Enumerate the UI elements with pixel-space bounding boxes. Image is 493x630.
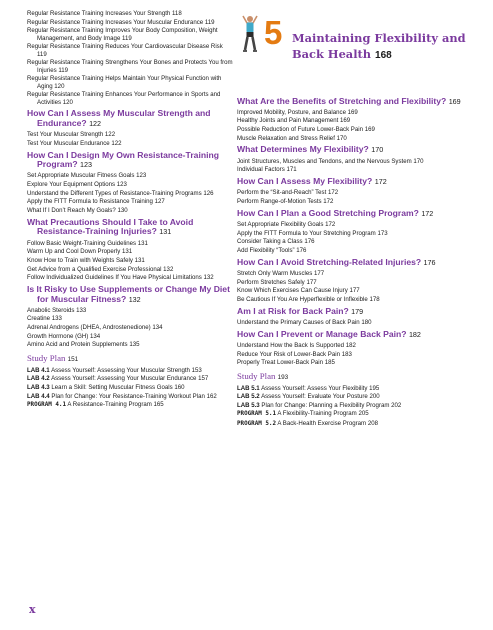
toc-entry-title: Stretch Only Warm Muscles [237, 269, 313, 277]
toc-entry-title: Assess Yourself: Assess Your Flexibility [261, 384, 368, 392]
page-folio: x [29, 603, 36, 616]
toc-entry-title: Assess Yourself: Assessing Your Muscular Endurance [51, 375, 197, 383]
toc-program-entry[interactable] [27, 401, 233, 409]
toc-entry-title: Apply the FITT Formula to Resistance Training [27, 198, 153, 206]
toc-entry-title: Plan for Change: Planning a Flexibility Program [261, 401, 390, 409]
toc-entry-title: Improved Mobility, Posture, and Balance [237, 108, 346, 116]
toc-page-number: 171 [286, 166, 297, 174]
toc-page-number: 183 [341, 350, 352, 358]
toc-lab-entry[interactable] [27, 384, 233, 391]
toc-section-heading[interactable] [237, 97, 469, 107]
toc-entry-title: Understand the Primary Causes of Back Pain [237, 318, 360, 326]
toc-entry[interactable] [27, 274, 233, 281]
toc-page-number: 131 [159, 227, 172, 237]
toc-entry-code: LAB 5.2 [237, 393, 260, 401]
toc-page-number: 169 [340, 117, 351, 125]
toc-entry[interactable] [237, 166, 469, 173]
toc-page-number: 182 [408, 329, 421, 339]
toc-entry-title: A Resistance-Training Program [67, 401, 152, 409]
toc-entry[interactable] [237, 117, 469, 124]
toc-entry-title: Assess Yourself: Evaluate Your Posture [261, 393, 368, 401]
toc-entry-title: What Precautions Should I Take to Avoid Resistance-Training Injuries? [27, 216, 194, 237]
toc-page-number: 126 [203, 189, 214, 197]
toc-entry[interactable] [27, 91, 233, 106]
toc-entry-title: What Determines My Flexibility? [237, 144, 369, 155]
chapter-page: 168 [375, 50, 392, 61]
toc-page-number: 170 [413, 157, 424, 165]
toc-entry-code: LAB 4.2 [27, 375, 50, 383]
toc-entry-code: PROGRAM 5.1 [237, 411, 277, 418]
toc-entry-title: A Flexibility-Training Program [277, 410, 357, 418]
toc-entry-code: LAB 5.3 [237, 401, 260, 409]
toc-entry[interactable] [237, 279, 469, 286]
toc-page-number: 205 [358, 410, 369, 418]
toc-entry[interactable] [27, 257, 233, 264]
toc-section-heading[interactable] [237, 307, 469, 317]
toc-page-number: 177 [349, 287, 360, 295]
toc-page-number: 176 [423, 257, 436, 267]
toc-page-number: 122 [111, 139, 122, 147]
toc-page-number: 169 [448, 96, 461, 106]
toc-entry-title: Amino Acid and Protein Supplements [27, 341, 128, 349]
toc-entry-title: Am I at Risk for Back Pain? [237, 305, 349, 316]
toc-entry-title: How Can I Assess My Flexibility? [237, 176, 373, 187]
toc-page-number: 123 [116, 181, 127, 189]
toc-entry-title: Consider Taking a Class [237, 238, 303, 246]
toc-entry[interactable] [27, 172, 233, 179]
toc-page-number: 202 [391, 401, 402, 409]
toc-page-number: 135 [129, 341, 140, 349]
toc-entry-title: Reduce Your Risk of Lower-Back Pain [237, 350, 340, 358]
toc-entry[interactable] [237, 270, 469, 277]
toc-page-number: 170 [371, 145, 384, 155]
toc-section-heading[interactable] [237, 177, 469, 187]
toc-page-number: 132 [203, 274, 214, 282]
toc-entry-title: Test Your Muscular Strength [27, 131, 104, 139]
toc-page-number: 160 [174, 384, 185, 392]
toc-entry-title: Apply the FITT Formula to Your Stretching Program [237, 229, 376, 237]
toc-page-number: 122 [104, 131, 116, 139]
toc-entry[interactable] [237, 238, 469, 245]
toc-entry[interactable] [27, 27, 233, 42]
toc-entry-title: Follow Basic Weight-Training Guidelines [27, 239, 137, 247]
toc-entry[interactable] [27, 19, 233, 26]
toc-entry[interactable] [27, 240, 233, 247]
toc-entry[interactable] [237, 287, 469, 294]
toc-entry-title: Adrenal Androgens (DHEA, Androstenedione) [27, 324, 151, 332]
toc-entry-title: Healthy Joints and Pain Management [237, 117, 339, 125]
toc-entry-title: Regular Resistance Training Improves Your Body Composition, Weight Management, and Body Image [27, 27, 218, 42]
toc-section-heading[interactable] [237, 209, 469, 219]
toc-program-entry[interactable] [237, 410, 469, 418]
toc-section-heading[interactable] [237, 145, 469, 155]
toc-lab-entry[interactable] [27, 375, 233, 382]
toc-page-number: 132 [163, 265, 174, 273]
toc-lab-entry[interactable] [27, 367, 233, 374]
toc-page-number: 176 [296, 246, 307, 254]
toc-entry[interactable] [27, 207, 233, 214]
toc-page-number: 208 [367, 420, 378, 428]
toc-lab-entry[interactable] [237, 393, 469, 400]
toc-page-number: 153 [191, 366, 202, 374]
toc-entry-title: Muscle Relaxation and Stress Relief [237, 134, 335, 142]
toc-entry-title: Learn a Skill: Setting Muscular Fitness Goals [51, 384, 173, 392]
toc-entry[interactable] [27, 190, 233, 197]
toc-entry[interactable] [237, 342, 469, 349]
toc-entry-title: Perform Stretches Safely [237, 278, 305, 286]
toc-entry[interactable] [237, 359, 469, 366]
toc-entry-code: PROGRAM 4.1 [27, 402, 67, 409]
toc-entry-title: Understand How the Back Is Supported [237, 341, 345, 349]
toc-right-column [237, 93, 469, 430]
toc-entry-title: Set Appropriate Muscular Fitness Goals [27, 172, 135, 180]
toc-page-number: 177 [314, 269, 325, 277]
toc-entry-title: Properly Treat Lower-Back Pain [237, 359, 324, 367]
toc-page-number: 131 [134, 256, 145, 264]
toc-entry-title: Regular Resistance Training Increases Your Muscular Endurance [27, 18, 204, 26]
toc-entry-title: What Are the Benefits of Stretching and Flexibility? [237, 95, 447, 106]
toc-page-number: 118 [172, 10, 182, 17]
toc-entry-title: Regular Resistance Training Reduces Your Cardiovascular Disease Risk [27, 43, 223, 51]
toc-page-number: 176 [304, 238, 315, 246]
toc-entry[interactable] [27, 75, 233, 90]
toc-entry-title: Assess Yourself: Assessing Your Muscular Strength [51, 366, 190, 374]
toc-page-number: 162 [206, 392, 217, 400]
toc-page-number: 131 [121, 248, 133, 256]
toc-page-number: 173 [377, 229, 388, 237]
toc-entry-title: Growth Hormone (GH) [27, 332, 89, 340]
chapter-title[interactable] [292, 30, 477, 64]
toc-entry[interactable] [237, 319, 469, 326]
toc-entry[interactable] [27, 248, 233, 255]
toc-entry-title: Follow Individualized Guidelines If You Have Physical Limitations [27, 274, 202, 282]
toc-page-number: 170 [336, 134, 347, 142]
toc-entry[interactable] [27, 59, 233, 74]
toc-page-number: 172 [325, 220, 336, 228]
toc-entry-title: Creatine [27, 315, 51, 323]
toc-entry-title: How Can I Prevent or Manage Back Pain? [237, 328, 407, 339]
toc-entry[interactable] [27, 341, 233, 348]
toc-page-number: 172 [374, 177, 387, 187]
toc-section-heading[interactable] [27, 285, 233, 304]
toc-page-number: 169 [364, 125, 375, 133]
toc-entry-title: Know Which Exercises Can Cause Injury [237, 287, 348, 295]
toc-entry[interactable] [27, 198, 233, 205]
toc-entry-title: How Can I Avoid Stretching-Related Injuries? [237, 256, 422, 267]
toc-page-number: 134 [152, 324, 163, 332]
toc-page-number: 169 [347, 108, 358, 116]
toc-page-number: 119 [37, 50, 47, 58]
chapter-number: 5 [264, 14, 283, 51]
toc-page-number: 122 [89, 119, 102, 128]
toc-entry-title: Regular Resistance Training Strengthens Your Bones and Protects You from Injuries [27, 59, 233, 74]
toc-entry-title: Is It Risky to Use Supplements or Change My Diet for Muscular Fitness? [27, 284, 230, 304]
toc-page-number: 127 [154, 198, 165, 206]
chapter-title-text: Maintaining Flexibility and Back Health [292, 31, 466, 61]
toc-entry[interactable] [237, 351, 469, 358]
toc-page-number: 119 [58, 66, 69, 74]
toc-page-number: 133 [51, 315, 62, 323]
toc-page-number: 180 [361, 318, 372, 326]
toc-entry-title: How Can I Design My Own Resistance-Training Program? [27, 149, 219, 170]
toc-entry[interactable] [237, 230, 469, 237]
toc-entry[interactable] [27, 266, 233, 273]
toc-entry-title: Study Plan [27, 352, 66, 363]
toc-entry-title: What If I Don’t Reach My Goals? [27, 207, 116, 215]
toc-entry[interactable] [27, 131, 233, 138]
toc-entry[interactable] [237, 247, 469, 254]
toc-entry-code: PROGRAM 5.2 [237, 421, 277, 428]
toc-entry-code: LAB 5.1 [237, 384, 260, 392]
toc-entry[interactable] [237, 296, 469, 303]
toc-entry-title: Regular Resistance Training Helps Maintain Your Physical Function with Aging [27, 75, 222, 90]
toc-entry[interactable] [237, 158, 469, 165]
toc-entry-title: Add Flexibility “Tools” [237, 246, 295, 254]
toc-section-heading[interactable] [27, 151, 233, 170]
toc-page-number: 134 [90, 332, 101, 340]
toc-page-number: 123 [79, 160, 92, 170]
toc-section-heading[interactable] [237, 258, 469, 268]
toc-page-number: 123 [136, 172, 147, 180]
toc-entry[interactable] [237, 189, 469, 196]
toc-page-number: 157 [198, 375, 209, 383]
toc-page-number: 131 [137, 239, 148, 247]
toc-lab-entry[interactable] [237, 385, 469, 392]
toc-program-entry[interactable] [237, 420, 469, 428]
toc-entry-code: LAB 4.3 [27, 384, 50, 392]
toc-entry-title: Know How to Train with Weights Safely [27, 256, 133, 264]
toc-page-number: 178 [369, 295, 380, 303]
toc-entry-title: Study Plan [237, 370, 276, 381]
toc-page-number: 179 [351, 306, 364, 316]
toc-entry[interactable] [237, 198, 469, 205]
toc-page-number: 195 [369, 384, 380, 392]
toc-entry-title: Perform Range-of-Motion Tests [237, 197, 322, 205]
toc-entry[interactable] [27, 307, 233, 314]
toc-page-number: 120 [54, 82, 65, 90]
toc-page-number: 177 [306, 278, 317, 286]
toc-entry-title: Possible Reduction of Future Lower-Back Pain [237, 125, 364, 133]
toc-left-column [27, 10, 233, 411]
toc-entry-title: Plan for Change: Your Resistance-Training Workout Plan [51, 392, 205, 400]
toc-entry-title: Joint Structures, Muscles and Tendons, and the Nervous System [237, 157, 412, 165]
toc-entry-title: Perform the “Sit-and-Reach” Test [237, 189, 327, 197]
toc-page-number: 119 [204, 18, 215, 26]
toc-page-number: 133 [76, 306, 87, 314]
toc-entry-title: Regular Resistance Training Enhances Your Performance in Sports and Activities [27, 91, 221, 106]
toc-page-number: 151 [67, 355, 79, 363]
toc-page-number: 193 [277, 373, 289, 381]
toc-entry[interactable] [237, 135, 469, 142]
toc-page-number: 172 [323, 197, 334, 205]
toc-study-plan[interactable] [27, 353, 233, 365]
toc-page-number: 130 [117, 207, 128, 215]
toc-entry[interactable] [27, 140, 233, 147]
toc-entry[interactable] [27, 333, 233, 340]
toc-page-number: 172 [421, 208, 434, 218]
toc-entry-title: Individual Factors [237, 166, 285, 174]
toc-page-number: 120 [62, 98, 73, 106]
toc-entry-title: Anabolic Steroids [27, 306, 75, 314]
toc-entry[interactable] [27, 10, 233, 17]
toc-page-number: 132 [128, 294, 141, 304]
toc-page-number: 182 [345, 341, 356, 349]
toc-entry[interactable] [27, 324, 233, 331]
toc-page-number: 165 [153, 401, 164, 409]
toc-entry-title: Explore Your Equipment Options [27, 181, 116, 189]
toc-study-plan[interactable] [237, 371, 469, 383]
toc-entry-title: Warm Up and Cool Down Properly [27, 248, 121, 256]
toc-entry[interactable] [27, 43, 233, 58]
toc-entry-title: Get Advice from a Qualified Exercise Professional [27, 265, 162, 273]
toc-entry-title: Set Appropriate Flexibility Goals [237, 220, 324, 228]
toc-entry-title: Regular Resistance Training Increases Your Strength [27, 10, 171, 17]
toc-section-heading[interactable] [27, 218, 233, 237]
toc-entry[interactable] [237, 109, 469, 116]
toc-section-heading[interactable] [237, 330, 469, 340]
stretching-person-icon [237, 14, 263, 52]
toc-lab-entry[interactable] [27, 393, 233, 400]
toc-entry[interactable] [27, 315, 233, 322]
chapter-header [237, 14, 477, 84]
toc-entry[interactable] [237, 126, 469, 133]
toc-entry-title: How Can I Plan a Good Stretching Program? [237, 207, 419, 218]
toc-page-number: 200 [369, 393, 380, 401]
toc-page-number: 172 [328, 189, 339, 197]
toc-entry-title: Test Your Muscular Endurance [27, 139, 110, 147]
toc-entry[interactable] [27, 181, 233, 188]
toc-page-number: 119 [122, 34, 132, 42]
toc-entry-title: Be Cautious If You Are Hyperflexible or Inflexible [237, 295, 368, 303]
toc-lab-entry[interactable] [237, 402, 469, 409]
toc-entry-title: A Back-Health Exercise Program [277, 420, 367, 428]
toc-entry-code: LAB 4.1 [27, 366, 50, 374]
toc-section-heading[interactable] [27, 109, 233, 128]
toc-entry-code: LAB 4.4 [27, 392, 50, 400]
toc-entry-title: How Can I Assess My Muscular Strength and Endurance? [27, 108, 211, 128]
toc-entry[interactable] [237, 221, 469, 228]
toc-page-number: 185 [324, 359, 335, 367]
toc-entry-title: Understand the Different Types of Resistance-Training Programs [27, 189, 202, 197]
